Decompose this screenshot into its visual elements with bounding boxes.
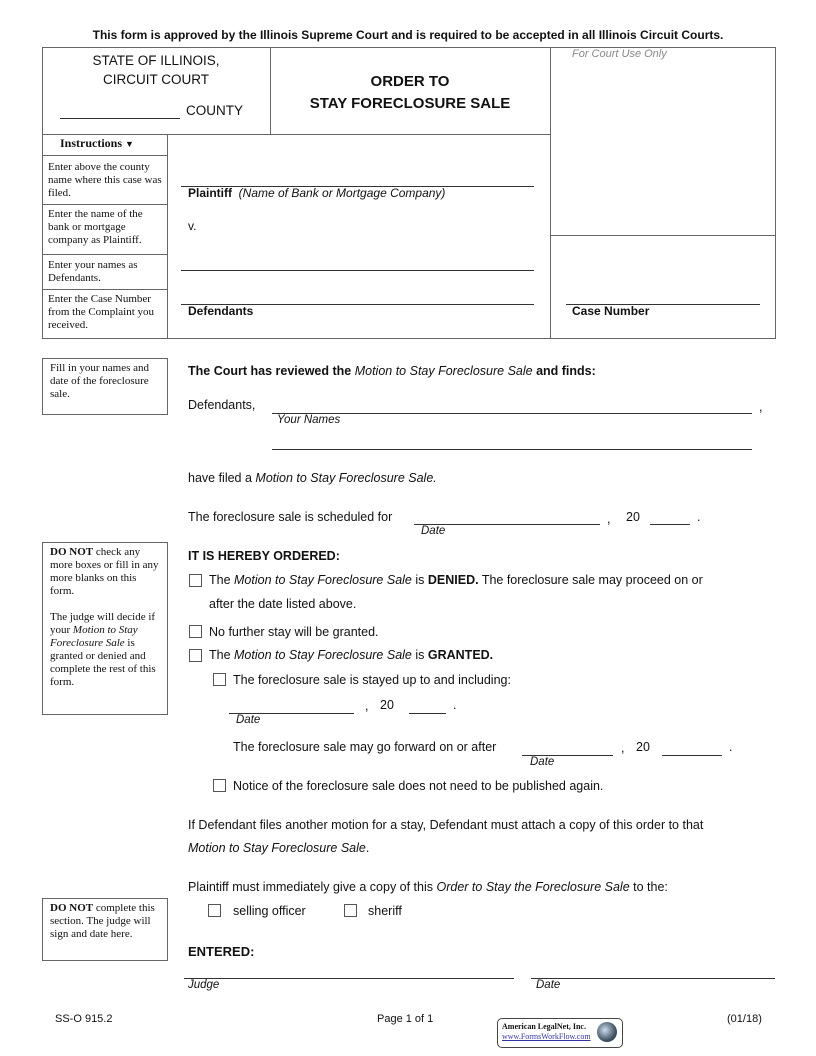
court-use-label: For Court Use Only [572,48,667,60]
defendants-label: Defendants [188,304,254,318]
instruction-item: Enter above the county name where this case was filed. [48,161,162,199]
text: 20 [636,740,650,754]
plaintiff-label: Plaintiff [188,186,232,200]
text: 20 [380,698,394,712]
court-label: CIRCUIT COURT [102,72,209,87]
text: DO NOT [50,902,94,914]
text: The [209,573,235,587]
text: Order to Stay the Foreclosure Sale [436,880,630,894]
text: is [411,573,428,587]
text: Notice of the foreclosure sale does not need to be published again. [233,779,604,793]
text: check any more boxes or fill in any more blanks on this form. [50,546,159,597]
form-element: . [697,510,701,524]
notice-checkbox[interactable] [213,779,226,792]
stayed-checkbox[interactable] [213,673,226,686]
sale-year-field[interactable] [650,524,690,525]
text: Motion to Stay Foreclosure Sale. [255,471,437,485]
defendants-text: Defendants, [188,398,256,412]
text: Date [421,525,446,537]
state-label: STATE OF ILLINOIS, [92,53,220,68]
text: The foreclosure sale is stayed up to and including: [233,673,511,687]
denied-text [209,573,703,587]
instructions-title [60,137,134,151]
instruction-item: Enter the Case Number from the Complaint you received. [48,293,155,331]
forward-year-field[interactable] [662,755,722,756]
text: The judge will decide if your [50,611,156,636]
text: The [209,648,235,662]
form-element: , [621,741,625,755]
title-line2: STAY FORECLOSURE SALE [309,95,511,112]
text: GRANTED. [427,648,494,662]
text: Motion to Stay Foreclosure Sale [234,573,412,587]
form-number: SS-O 915.2 [55,1013,113,1025]
form-element [42,254,167,255]
text: Date [236,714,261,726]
selling-officer-checkbox[interactable] [208,904,221,917]
text: Instructions [60,136,123,150]
findings-heading [188,364,596,378]
form-element [550,47,551,339]
fill-instructions: Fill in your names and date of the foreclosure sale. [42,358,168,415]
defendant-field-1[interactable] [181,270,534,271]
text: American LegalNet, Inc. [502,1022,586,1031]
form-element: , [607,512,611,526]
denied-checkbox[interactable] [189,574,202,587]
globe-icon [597,1022,617,1042]
form-element [270,47,271,135]
copy-text [188,880,668,894]
scheduled-text: The foreclosure sale is scheduled for [188,510,393,524]
form-element [42,155,167,156]
your-names-label: Your Names [277,414,341,426]
county-field[interactable] [60,118,180,119]
versus-label: v. [188,219,197,233]
text: Plaintiff must immediately give a copy of this [188,880,437,894]
do-not-instructions [42,542,168,715]
text: Motion to Stay Foreclosure Sale [234,648,412,662]
text: Judge [188,979,220,991]
granted-checkbox[interactable] [189,649,202,662]
text: , [759,400,763,414]
case-number-label: Case Number [572,304,650,318]
text: 20 [626,510,640,524]
judge-section-instructions [42,898,168,961]
judge-signature-field[interactable] [184,978,514,979]
text: have filed a [188,471,256,485]
text: after the date listed above. [209,597,357,611]
text: The foreclosure sale may go forward on or after [233,740,497,754]
text: complete this section. The judge will sign and date here. [50,902,155,940]
no-stay-checkbox[interactable] [189,625,202,638]
text: Motion to Stay Foreclosure Sale [188,841,366,855]
text: Motion to Stay Foreclosure Sale [354,364,533,378]
text: Date [530,756,555,768]
text: If Defendant files another motion for a stay, Defendant must attach a copy of this order to that [188,818,704,832]
form-element: . [729,740,733,754]
text: is granted or denied and complete the rest of this form. [50,637,156,688]
text: DO NOT [50,546,94,558]
text: No further stay will be granted. [209,625,379,639]
page-number: Page 1 of 1 [377,1013,434,1025]
form-element [188,186,445,200]
form-element: Motion to Stay Foreclosure Sale. [188,841,370,855]
text: Motion to Stay Foreclosure Sale [50,624,138,649]
text: www.FormsWorkFlow.com [502,1032,591,1041]
revision: (01/18) [727,1013,762,1025]
text: selling officer [233,904,306,918]
form-element [42,204,167,205]
filed-text [188,471,437,485]
entered-label: ENTERED: [188,944,255,959]
text: DENIED. [427,573,479,587]
form-element [550,235,776,236]
form-element: . [453,698,457,712]
caret-down-icon: ▼ [125,139,134,149]
title-line1: ORDER TO [370,73,450,90]
granted-text [209,648,493,662]
text: to the: [629,880,668,894]
text: The foreclosure sale may proceed on or [478,573,703,587]
form-element: , [365,699,369,713]
entered-date-field[interactable] [531,978,775,979]
text: and finds: [532,364,596,378]
form-element [167,134,168,339]
text: Date [536,979,561,991]
approval-notice: This form is approved by the Illinois Supreme Court and is required to be accepted in all Illinois Circuit Courts. [92,28,724,42]
your-names-field-1[interactable] [272,413,752,414]
plaintiff-hint: (Name of Bank or Mortgage Company) [238,186,446,200]
instruction-item: Enter your names as Defendants. [48,259,138,284]
text: is [411,648,428,662]
legalnet-logo [497,1018,623,1048]
text: sheriff [368,904,402,918]
county-label: COUNTY [186,103,243,118]
stayed-year-field[interactable] [409,713,446,714]
instruction-item: Enter the name of the bank or mortgage company as Plaintiff. [48,208,143,246]
form-element [42,134,551,135]
ordered-heading: IT IS HEREBY ORDERED: [188,549,340,563]
form-element [42,289,167,290]
your-names-field-2[interactable] [272,449,752,450]
sheriff-checkbox[interactable] [344,904,357,917]
text: The Court has reviewed the [188,364,355,378]
